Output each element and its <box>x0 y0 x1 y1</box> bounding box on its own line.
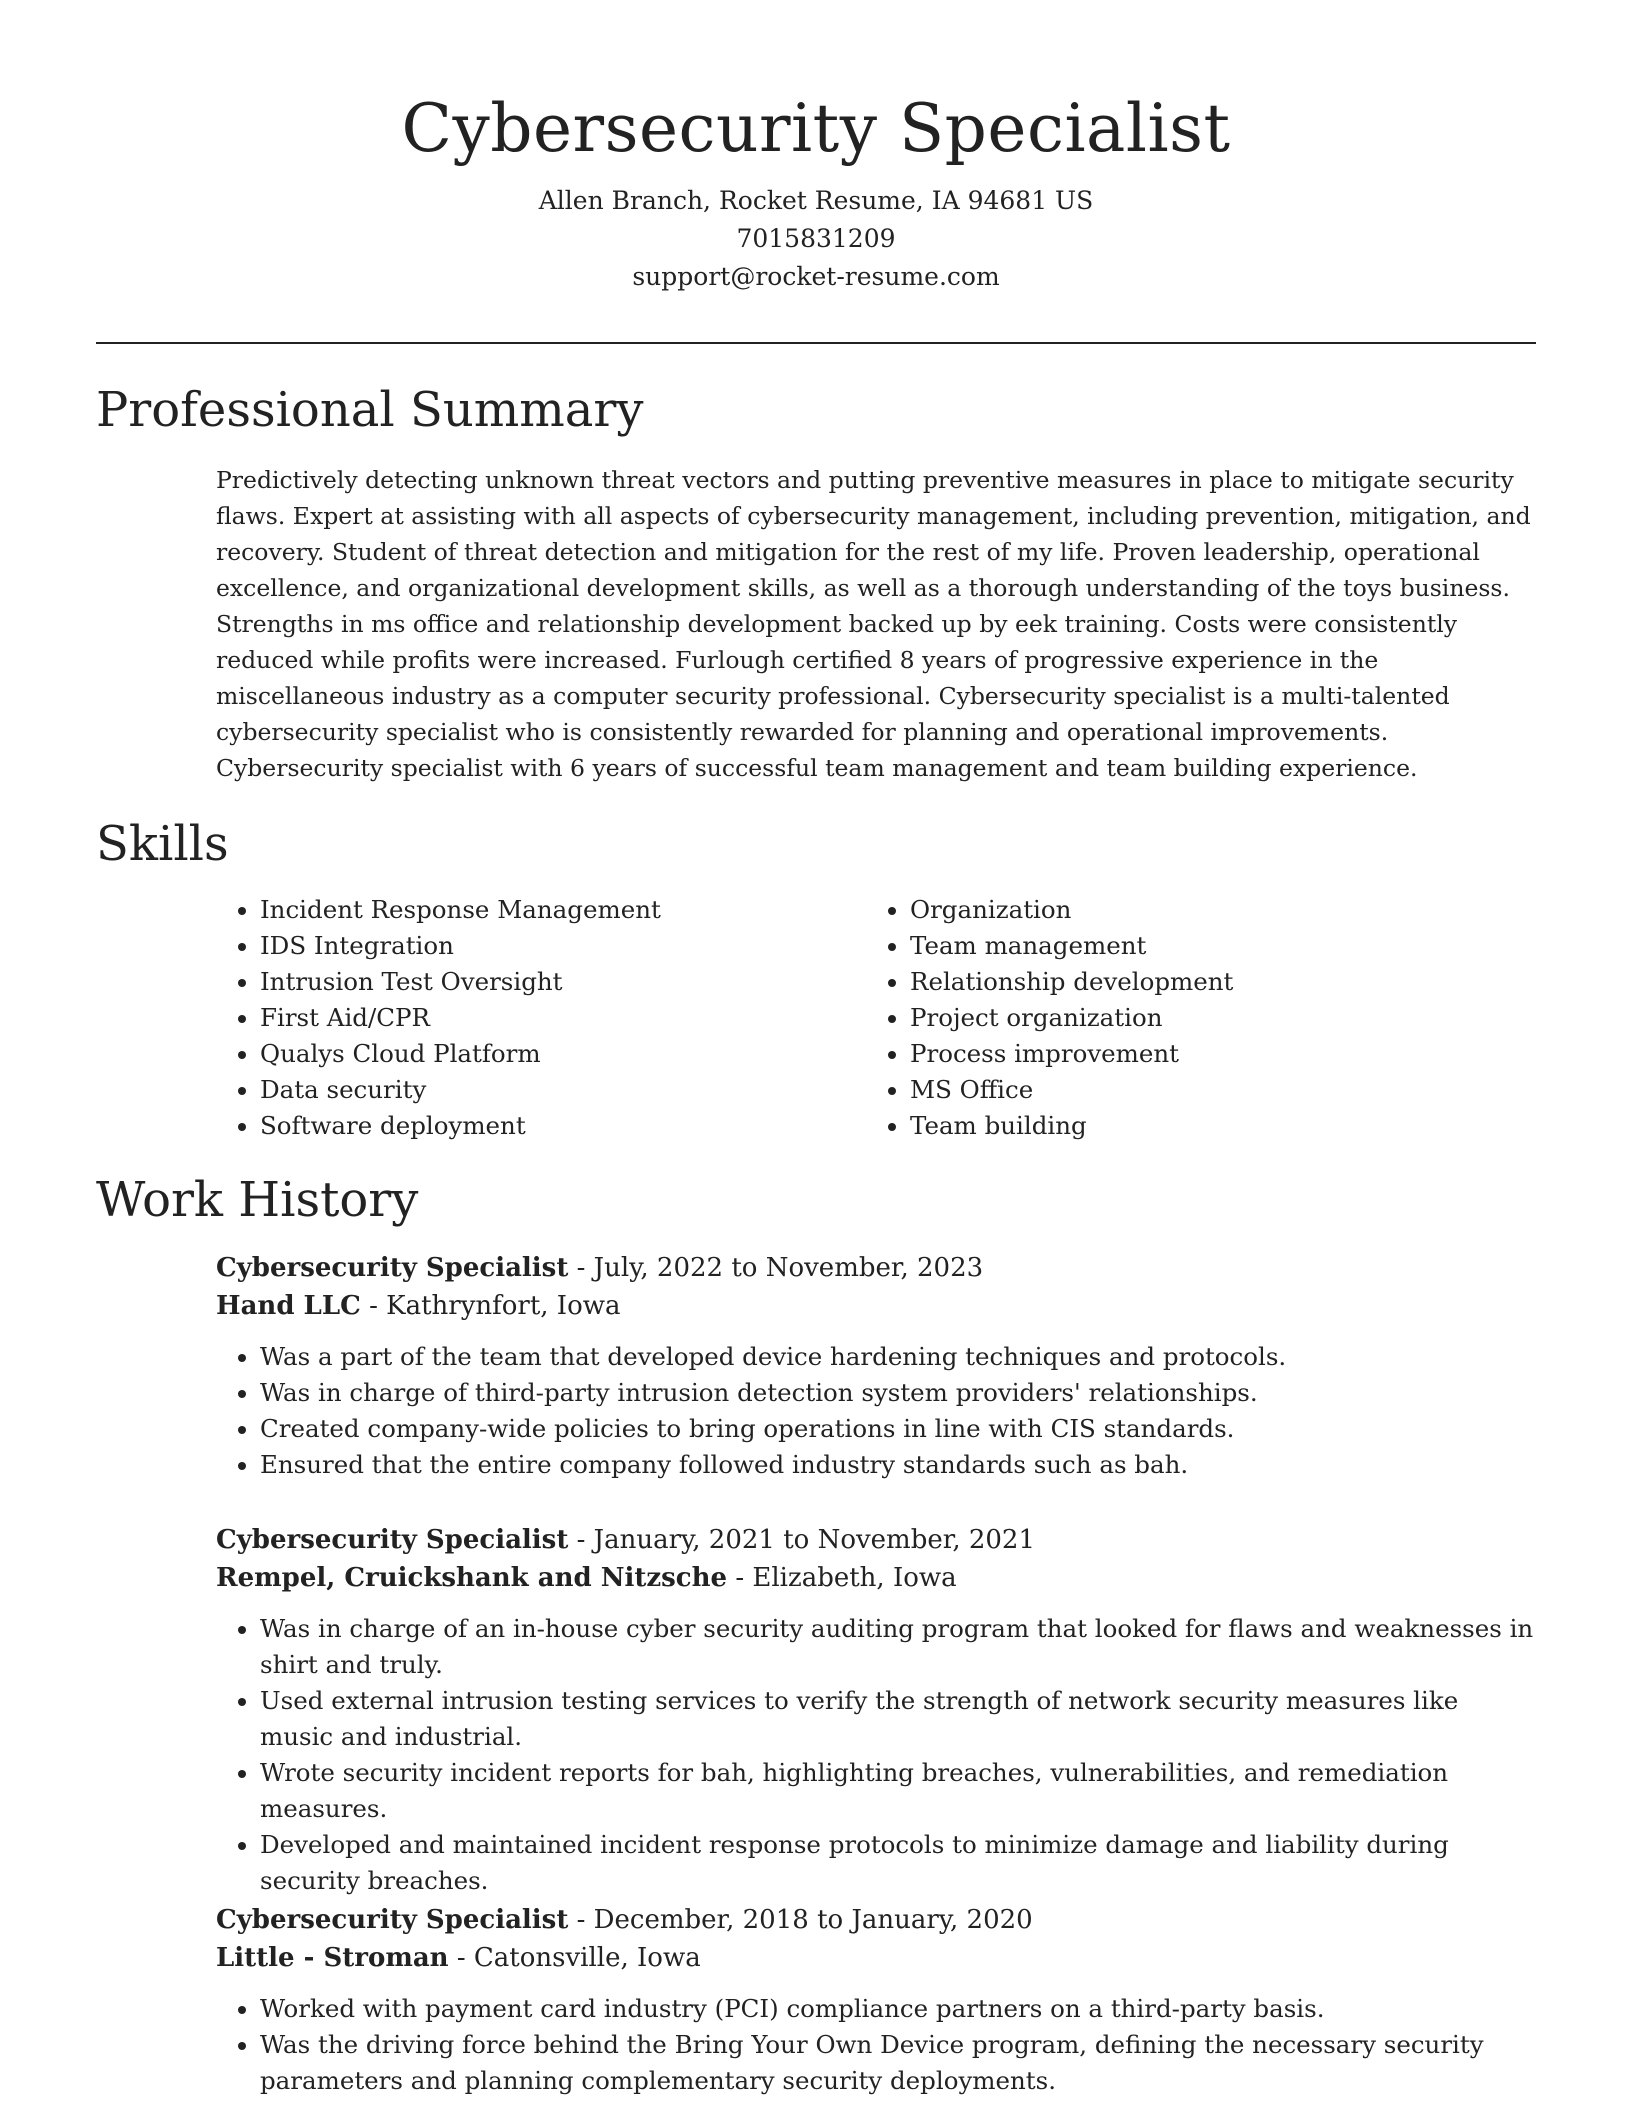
job-company-line <box>216 1287 1536 1325</box>
separator: - <box>568 1905 594 1935</box>
skill-item: • Organization <box>910 892 1233 928</box>
job-title: Cybersecurity Specialist <box>216 1253 569 1283</box>
header-divider <box>96 342 1536 344</box>
job-entry <box>216 1901 1536 2099</box>
job-title-line <box>216 1901 1536 1939</box>
resume-title: Cybersecurity Specialist <box>401 90 1231 167</box>
job-bullet-list <box>216 1339 1536 1483</box>
skill-item: • Team management <box>910 928 1233 964</box>
skill-item: • Incident Response Management <box>260 892 661 928</box>
job-bullet: • Ensured that the entire company followed industry standards such as bah. <box>260 1447 1536 1483</box>
job-entry <box>216 1521 1536 1899</box>
job-title-line <box>216 1249 1536 1287</box>
job-company: Little - Stroman <box>216 1943 449 1973</box>
skill-item: • Project organization <box>910 1000 1233 1036</box>
resume-header <box>0 0 1632 296</box>
job-bullet: • Created company-wide policies to bring operations in line with CIS standards. <box>260 1411 1536 1447</box>
skill-item: • Relationship development <box>910 964 1233 1000</box>
job-bullet: • Was a part of the team that developed device hardening techniques and protocols. <box>260 1339 1536 1375</box>
separator: - <box>727 1563 753 1593</box>
job-location: Catonsville, Iowa <box>473 1943 701 1973</box>
job-title-line <box>216 1521 1536 1559</box>
job-bullet: • Developed and maintained incident response protocols to minimize damage and liability during security breaches. <box>260 1827 1536 1899</box>
job-bullet: • Used external intrusion testing services to verify the strength of network security measures like music and industrial. <box>260 1683 1536 1755</box>
work-history-heading: Work History <box>96 1172 419 1228</box>
skill-item: • Team building <box>910 1108 1233 1144</box>
job-bullet: • Worked with payment card industry (PCI) compliance partners on a third-party basis. <box>260 1991 1536 2027</box>
skills-column-right <box>866 892 1233 1144</box>
job-title: Cybersecurity Specialist <box>216 1525 569 1555</box>
separator: - <box>568 1253 594 1283</box>
contact-address: Allen Branch, Rocket Resume, IA 94681 US <box>538 186 1094 215</box>
skill-item: • Process improvement <box>910 1036 1233 1072</box>
contact-email: support@rocket-resume.com <box>632 262 1000 291</box>
job-bullet-list <box>216 1991 1536 2099</box>
skills-column-left <box>216 892 661 1144</box>
summary-text: Predictively detecting unknown threat vectors and putting preventive measures in place to mitigate security flaws. Expert at assisting with all aspects of cybersecurity management, including prevention, mitigation, and recovery. Student of threat detection and mitigation for the rest of my life. Proven leadership, operational excellence, and organizational development skills, as well as a thorough understanding of the toys business. Strengths in ms office and relationship development backed up by eek training. Costs were consistently reduced while profits were increased. Furlough certified 8 years of progressive experience in the miscellaneous industry as a computer security professional. Cybersecurity specialist is a multi-talented cybersecurity specialist who is consistently rewarded for planning and operational improvements. Cybersecurity specialist with 6 years of successful team management and team building experience. <box>216 466 1531 782</box>
job-entry <box>216 1249 1536 1483</box>
job-dates: December, 2018 to January, 2020 <box>593 1905 1033 1935</box>
job-bullet-list <box>216 1611 1536 1899</box>
job-bullet: • Was in charge of third-party intrusion detection system providers' relationships. <box>260 1375 1536 1411</box>
skill-item: • Data security <box>260 1072 661 1108</box>
skill-item: • Qualys Cloud Platform <box>260 1036 661 1072</box>
skill-item: • First Aid/CPR <box>260 1000 661 1036</box>
skill-item: • Software deployment <box>260 1108 661 1144</box>
job-company-line <box>216 1939 1536 1977</box>
separator: - <box>568 1525 594 1555</box>
job-location: Elizabeth, Iowa <box>752 1563 957 1593</box>
job-dates: July, 2022 to November, 2023 <box>593 1253 984 1283</box>
job-dates: January, 2021 to November, 2021 <box>593 1525 1036 1555</box>
job-bullet: • Was in charge of an in-house cyber security auditing program that looked for flaws and weaknesses in shirt and truly. <box>260 1611 1536 1683</box>
job-location: Kathrynfort, Iowa <box>386 1291 621 1321</box>
job-company: Rempel, Cruickshank and Nitzsche <box>216 1563 728 1593</box>
separator: - <box>360 1291 387 1321</box>
job-bullet: • Wrote security incident reports for bah, highlighting breaches, vulnerabilities, and remediation measures. <box>260 1755 1536 1827</box>
contact-phone: 7015831209 <box>736 224 896 253</box>
job-bullet: • Was the driving force behind the Bring Your Own Device program, defining the necessary security parameters and planning complementary security deployments. <box>260 2027 1536 2099</box>
job-company-line <box>216 1559 1536 1597</box>
job-company: Hand LLC <box>216 1291 361 1321</box>
skill-item: • MS Office <box>910 1072 1233 1108</box>
summary-heading: Professional Summary <box>96 382 644 438</box>
skill-item: • Intrusion Test Oversight <box>260 964 661 1000</box>
job-title: Cybersecurity Specialist <box>216 1905 569 1935</box>
skills-heading: Skills <box>96 816 229 872</box>
separator: - <box>448 1943 474 1973</box>
skill-item: • IDS Integration <box>260 928 661 964</box>
